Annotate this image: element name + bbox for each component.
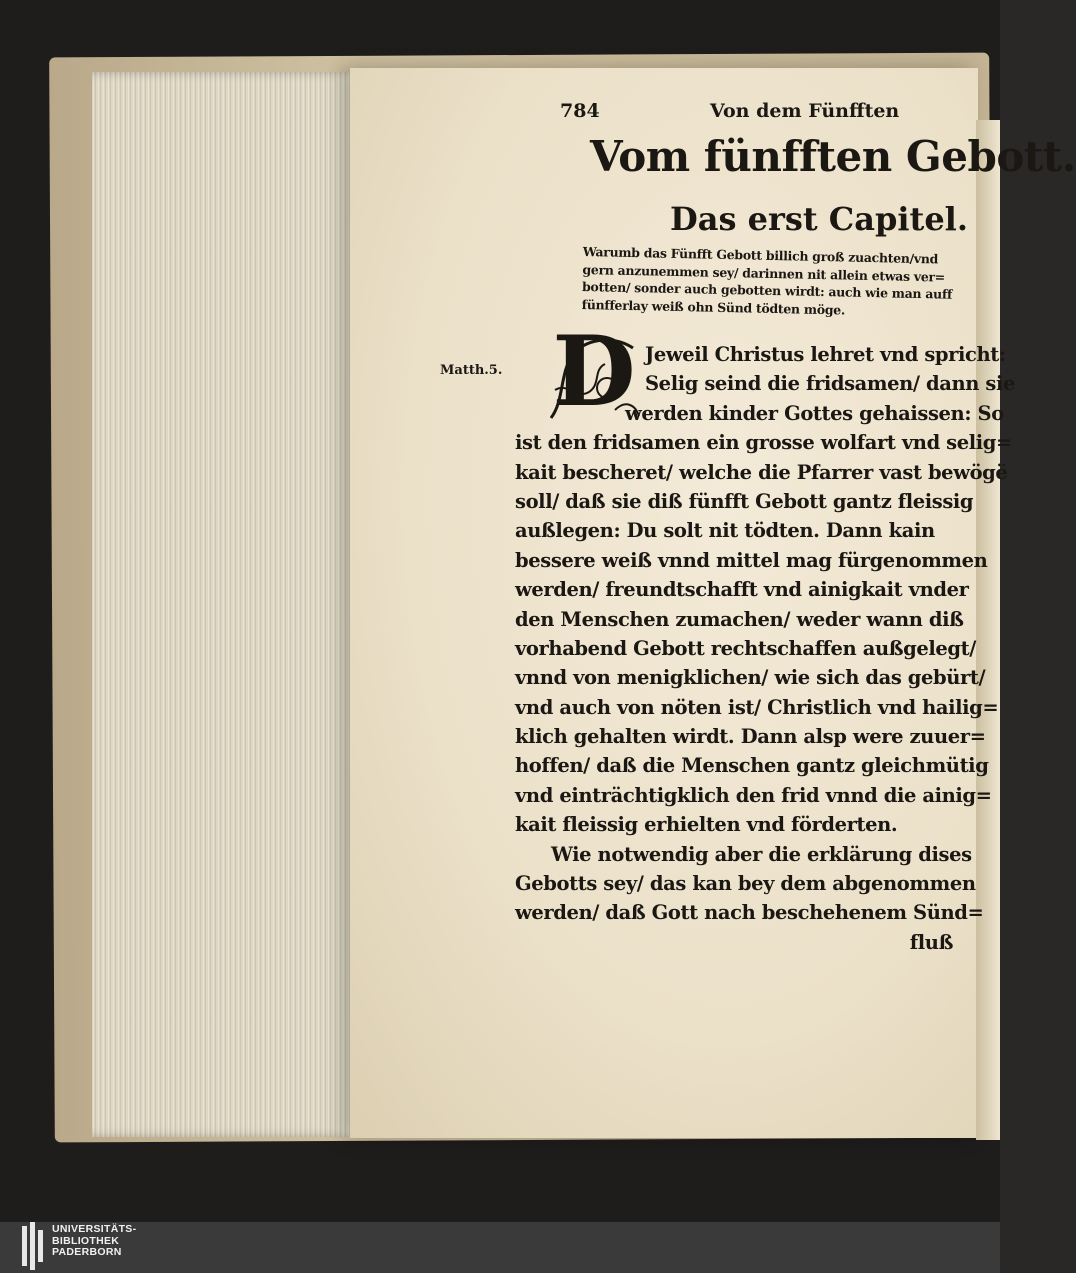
text-line: vnd einträchtigklich den frid vnnd die ainig= bbox=[515, 783, 992, 807]
text-line: bessere weiß vnnd mittel mag fürgenommen bbox=[515, 548, 988, 572]
text-line: den Menschen zumachen/ weder wann diß bbox=[515, 607, 964, 631]
library-name bbox=[52, 1224, 136, 1259]
text-line: hoffen/ daß die Menschen gantz gleichmütig bbox=[515, 754, 989, 778]
text-line: klich gehalten wirdt. Dann alsp were zuuer= bbox=[515, 725, 986, 749]
summary-line: gern anzunemmen sey/ darinnen nit allein etwas ver= bbox=[582, 261, 946, 285]
text-line: werden/ freundtschafft vnd ainigkait vnder bbox=[515, 578, 969, 602]
text-line: Wie notwendig aber die erklärung dises bbox=[551, 842, 972, 866]
footer-bar bbox=[0, 1222, 1000, 1273]
text-line: vnnd von menigklichen/ wie sich das gebürt/ bbox=[515, 666, 986, 690]
text-line: Gebotts sey/ das kan bey dem abgenommen bbox=[515, 872, 976, 896]
library-logo-icon bbox=[22, 1222, 46, 1270]
catchword: fluß bbox=[909, 930, 953, 954]
text-line: Selig seind die fridsamen/ dann sie bbox=[645, 372, 1016, 396]
running-title: Von dem Fünfften bbox=[710, 100, 900, 122]
summary-line: fünfferlay weiß ohn Sünd tödten möge. bbox=[581, 296, 846, 317]
text-line: werden/ daß Gott nach beschehenem Sünd= bbox=[515, 901, 984, 925]
page-number: 784 bbox=[560, 100, 600, 122]
text-line: vorhabend Gebott rechtschaffen außgelegt/ bbox=[515, 636, 976, 660]
library-name-line: BIBLIOTHEK bbox=[52, 1234, 120, 1247]
text-line: kait fleissig erhielten vnd förderten. bbox=[515, 813, 898, 837]
text-line: kait bescheret/ welche die Pfarrer vast bewögë bbox=[515, 460, 1008, 484]
chapter-summary bbox=[582, 243, 963, 321]
initial-letter: D bbox=[552, 315, 636, 428]
library-name-line: UNIVERSITÄTS- bbox=[52, 1223, 137, 1235]
text-line: Jeweil Christus lehret vnd spricht: bbox=[645, 343, 1006, 366]
summary-line: Warumb das Fünfft Gebott billich groß zuachten/vnd bbox=[582, 243, 939, 267]
text-line: werden kinder Gottes gehaissen: So bbox=[625, 401, 1004, 425]
library-name-line: PADERBORN bbox=[52, 1246, 122, 1258]
main-title: Vom fünfften Gebott. bbox=[590, 132, 1076, 181]
text-line: soll/ daß sie diß fünfft Gebott gantz fleissig bbox=[515, 489, 974, 513]
text-line: vnd auch von nöten ist/ Christlich vnd hailig= bbox=[515, 695, 999, 719]
body-text bbox=[515, 340, 1016, 957]
text-line: außlegen: Du solt nit tödten. Dann kain bbox=[515, 519, 935, 543]
text-line: ist den fridsamen ein grosse wolfart vnd selig= bbox=[515, 431, 1012, 455]
marginal-note: Matth.5. bbox=[440, 363, 503, 378]
summary-line: botten/ sonder auch gebotten wirdt: auch wie man auff bbox=[581, 278, 953, 302]
chapter-title: Das erst Capitel. bbox=[670, 200, 968, 238]
